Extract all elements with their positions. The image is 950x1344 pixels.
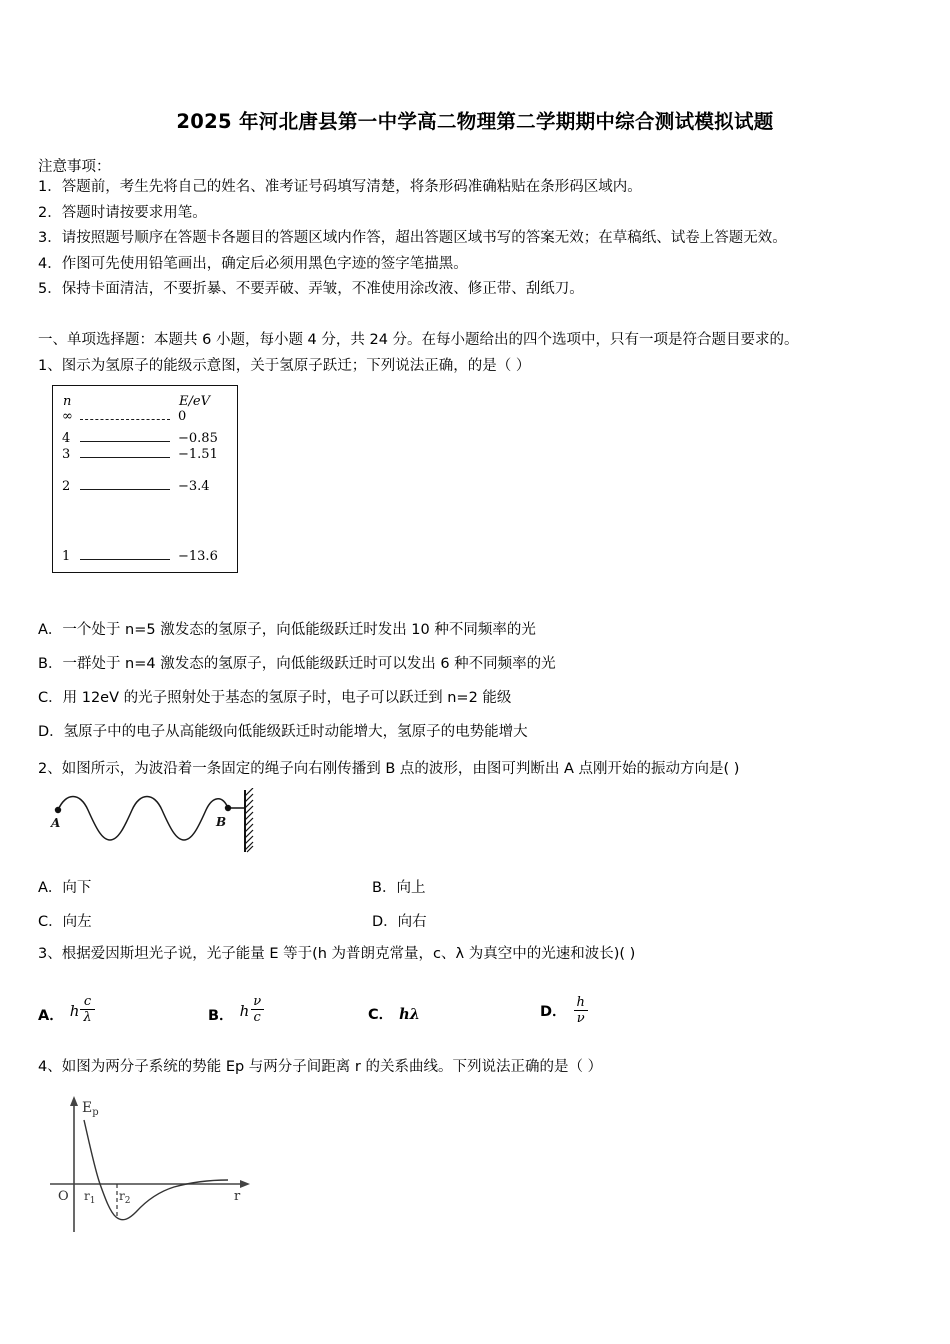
energy-level-line (80, 441, 170, 442)
option-label: D． (38, 724, 64, 740)
question-2-option-b[interactable] (372, 876, 425, 897)
potential-energy-curve (84, 1120, 228, 1220)
energy-level-n: 3 (62, 447, 71, 462)
question-1-option-d[interactable] (38, 720, 528, 741)
question-3-option-d[interactable] (540, 995, 588, 1031)
option-formula: hλ (399, 1006, 420, 1023)
question-2-option-d[interactable] (372, 910, 427, 931)
energy-level-line-dashed (80, 419, 170, 420)
energy-level-n: 1 (62, 549, 71, 564)
energy-diagram-header-energy: E/eV (179, 394, 210, 409)
y-axis-arrow (70, 1096, 78, 1106)
wall-hatching (245, 788, 253, 852)
energy-level-line (80, 457, 170, 458)
fraction (574, 996, 588, 1026)
fraction-denominator: ν (574, 1010, 588, 1026)
option-label: B． (38, 656, 63, 672)
question-3-stem: 3、根据爱因斯坦光子说，光子能量 E 等于(h 为普朗克常量，c、λ 为真空中的光速和波长)( ) (38, 946, 636, 962)
r1-label: $r_1$ (84, 1189, 96, 1206)
origin-label: O (58, 1189, 69, 1204)
question-2-option-a[interactable] (38, 876, 91, 897)
option-text: 一个处于 n=5 激发态的氢原子，向低能级跃迁时发出 10 种不同频率的光 (62, 622, 536, 638)
notice-item: 2．答题时请按要求用笔。 (38, 204, 207, 221)
point-a-label: A (51, 816, 61, 830)
question-2-option-c[interactable] (38, 910, 92, 931)
notice-item: 5．保持卡面清洁，不要折暴、不要弄破、弄皱，不准使用涂改液、修正带、刮纸刀。 (38, 281, 584, 297)
notice-list (38, 175, 918, 303)
option-label: C． (38, 914, 63, 930)
fraction (80, 995, 94, 1025)
energy-level-value: 0 (178, 409, 187, 424)
option-label: C． (368, 1007, 394, 1023)
fraction-numerator: h (576, 995, 585, 1010)
notice-item: 1．答题前，考生先将自己的姓名、准考证号码填写清楚，将条形码准确粘贴在条形码区域内。 (38, 179, 642, 195)
option-label: D． (540, 1004, 567, 1020)
option-label: A． (38, 1008, 64, 1024)
notice-heading: 注意事项： (38, 159, 111, 175)
fraction-denominator: c (251, 1009, 264, 1025)
question-3-option-a[interactable] (38, 994, 95, 1030)
question-1-option-a[interactable] (38, 618, 536, 639)
option-formula (239, 994, 265, 1030)
energy-level-value: −0.85 (178, 431, 218, 446)
option-formula (69, 994, 95, 1030)
y-axis-label: $E_p$ (82, 1100, 99, 1118)
option-label: B． (372, 880, 397, 896)
hydrogen-energy-level-diagram (52, 385, 238, 573)
energy-diagram-header-n: n (63, 394, 72, 409)
question-4-stem: 4、如图为两分子系统的势能 Ep 与两分子间距离 r 的关系曲线。下列说法正确的是（ ） (38, 1059, 603, 1075)
option-text: 一群处于 n=4 激发态的氢原子，向低能级跃迁时可以发出 6 种不同频率的光 (62, 656, 556, 672)
point-b-label: B (216, 815, 227, 829)
energy-level-value: −13.6 (178, 549, 218, 564)
fraction-numerator: c (83, 994, 92, 1009)
question-3-option-c[interactable] (368, 1003, 420, 1024)
notice-item: 4．作图可先使用铅笔画出，确定后必须用黑色字迹的签字笔描黑。 (38, 255, 468, 272)
question-3-option-b[interactable] (208, 994, 264, 1030)
potential-energy-curve-diagram (46, 1092, 276, 1242)
option-label: B． (208, 1008, 234, 1024)
x-axis-arrow (240, 1180, 250, 1188)
question-2-stem: 2、如图所示，为波沿着一条固定的绳子向右刚传播到 B 点的波形，由图可判断出 A 点刚开始的振动方向是( ) (38, 761, 740, 777)
x-axis-label: r (234, 1189, 241, 1204)
fraction (250, 995, 264, 1025)
option-label: A． (38, 880, 63, 896)
option-label: C． (38, 690, 63, 706)
option-label: A． (38, 622, 63, 638)
fraction-numerator: ν (253, 994, 262, 1009)
energy-level-line (80, 559, 170, 560)
energy-level-value: −3.4 (178, 479, 210, 494)
option-text: 向下 (62, 880, 92, 896)
energy-level-n: 4 (62, 431, 71, 446)
energy-level-line (80, 489, 170, 490)
rope-wave-diagram (44, 788, 254, 866)
notice-item: 3．请按照题号顺序在答题卡各题目的答题区域内作答，超出答题区域书写的答案无效；在草稿纸、试卷上答题无效。 (38, 230, 787, 246)
r2-label: $r_2$ (119, 1189, 131, 1206)
energy-level-n: ∞ (62, 409, 73, 424)
option-text: 氢原子中的电子从高能级向低能级跃迁时动能增大，氢原子的电势能增大 (63, 724, 528, 740)
wave-curve (58, 797, 228, 841)
option-text: 向左 (62, 914, 92, 930)
option-text: 向上 (396, 880, 426, 896)
energy-level-n: 2 (62, 479, 71, 494)
option-label: D． (372, 914, 398, 930)
fraction-denominator: λ (80, 1009, 94, 1025)
page-title: 2025 年河北唐县第一中学高二物理第二学期期中综合测试模拟试题 (176, 110, 774, 133)
energy-level-value: −1.51 (178, 447, 218, 462)
question-1-option-c[interactable] (38, 686, 511, 707)
formula-lead: h (69, 1002, 80, 1020)
option-formula (573, 995, 588, 1031)
section-heading: 一、单项选择题：本题共 6 小题，每小题 4 分，共 24 分。在每小题给出的四个选项中，只有一项是符合题目要求的。 (38, 332, 799, 348)
point-a-marker (55, 807, 61, 813)
formula-lead: h (239, 1002, 250, 1020)
option-text: 向右 (397, 914, 427, 930)
question-1-stem: 1、图示为氢原子的能级示意图，关于氢原子跃迁；下列说法正确，的是（ ） (38, 358, 531, 374)
question-1-option-b[interactable] (38, 652, 556, 673)
option-text: 用 12eV 的光子照射处于基态的氢原子时，电子可以跃迁到 n=2 能级 (62, 690, 512, 706)
